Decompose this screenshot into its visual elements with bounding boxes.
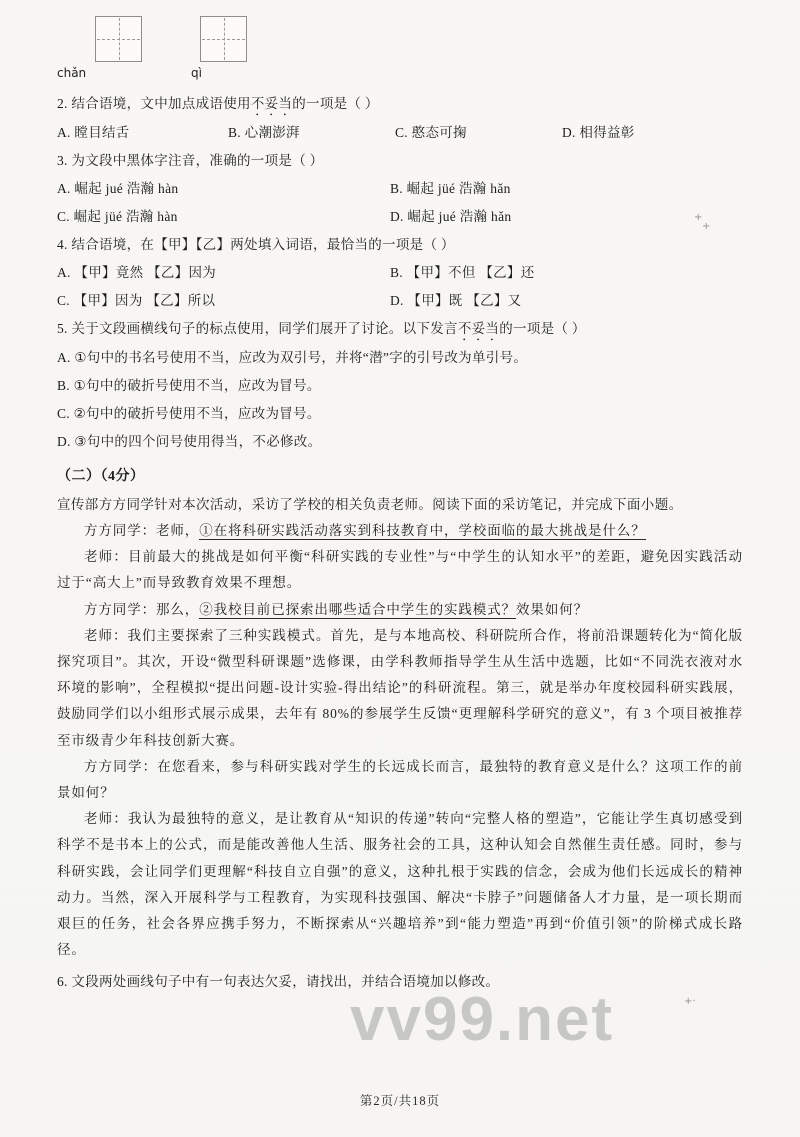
interview-6-lead: 老师：我认为最独特的意义，是让教育从“知识的传递”转向“完整人格的塑造”，它能让学生真切感受到科学不是书本上的公式，而是能改善他人生活、服务社会的工具，这种认知会自然催生责任感。同时，参与科研实践，会让同学们更理解“科技自立自强”的意义，这种扎根于实践的信念，会成为他们长远成长的精神动力。当然，深入开展科学与工程教育，为实现科技强国、解决“卡脖子”问题储备人才力量，是一项长期而艰巨的任务，社会各界应携手努力，不断探索从“兴趣培养”到“能力塑造”再到“价值引领”的阶梯式成长路径。 (57, 811, 743, 958)
question-3-options-row-2 (57, 203, 743, 231)
q4-option-d: D. 【甲】既 【乙】又 (390, 293, 522, 308)
q2-stem-emphasis: 不妥当 (250, 96, 293, 111)
interview-line-3 (57, 597, 743, 623)
interview-line-1 (57, 518, 743, 544)
interview-line-6 (57, 806, 743, 963)
q2-option-a: A. 瞠目结舌 (57, 125, 130, 140)
page-number-footer: 第2页/共18页 (359, 1094, 441, 1108)
scan-artifact-1: + (694, 212, 703, 223)
interview-1-lead: 方方同学：老师， (84, 523, 200, 538)
character-grid-box-qi (200, 16, 247, 62)
q2-stem-post: 的一项是（ ） (292, 96, 379, 111)
question-2-options (57, 119, 743, 147)
question-4-options-row-2 (57, 287, 743, 315)
q2-option-c: C. 憨态可掬 (395, 125, 467, 140)
interview-line-4 (57, 623, 743, 754)
q4-option-b: B. 【甲】不但 【乙】还 (390, 265, 535, 280)
scan-artifact-3: +· (684, 996, 696, 1007)
interview-2-lead: 老师：目前最大的挑战是如何平衡“科研实践的专业性”与“中学生的认知水平”的差距，避免因实践活动过于“高大上”而导致教育效果不理想。 (57, 549, 743, 591)
q5-stem-pre: 5. 关于文段画横线句子的标点使用，同学们展开了讨论。以下发言 (57, 321, 458, 336)
question-4-stem: 4. 结合语境，在【甲】【乙】两处填入词语，最恰当的一项是（ ） (57, 237, 455, 252)
q3-option-d: D. 崛起 jué 浩瀚 hǎn (390, 209, 512, 224)
scan-artifact-2: + (702, 221, 711, 232)
q4-option-c: C. 【甲】因为 【乙】所以 (57, 293, 216, 308)
q5-option-d: D. ③句中的四个问号使用得当，不必修改。 (57, 434, 322, 449)
interview-1-underlined: ①在将科研实践活动落实到科技教育中，学校面临的最大挑战是什么？ (199, 523, 646, 538)
interview-5-lead: 方方同学：在您看来，参与科研实践对学生的长远成长而言，最独特的教育意义是什么？这项工作的前景如何？ (57, 758, 743, 801)
question-4-options-row-1 (57, 259, 743, 287)
section-2-intro: 宣传部方方同学针对本次活动，采访了学校的相关负责老师。阅读下面的采访笔记，并完成下面小题。 (57, 497, 683, 512)
q4-option-a: A. 【甲】竟然 【乙】因为 (57, 265, 217, 280)
q2-option-d: D. 相得益彰 (562, 125, 635, 140)
site-watermark: vv99.net (350, 985, 615, 1054)
question-6-stem: 6. 文段两处画线句子中有一句表达欠妥，请找出，并结合语境加以修改。 (57, 974, 500, 990)
q3-option-a: A. 崛起 jué 浩瀚 hàn (57, 181, 179, 196)
question-3-options-row-1 (57, 175, 743, 203)
q5-option-b: B. ①句中的破折号使用不当，应改为冒号。 (57, 378, 321, 393)
interview-3-underlined: ②我校目前已探索出哪些适合中学生的实践模式？ (199, 601, 517, 617)
q2-stem-pre: 2. 结合语境，文中加点成语使用 (57, 96, 251, 111)
section-2-heading: （二）（4分） (57, 469, 145, 484)
interview-3-tail: 效果如何？ (516, 601, 589, 617)
q5-option-a: A. ①句中的书名号使用不当，应改为双引号，并将“潜”字的引号改为单引号。 (57, 350, 528, 365)
pinyin-label-qi: qì (191, 66, 202, 80)
interview-3-lead: 方方同学：那么， (84, 601, 200, 617)
question-2-stem (57, 90, 743, 119)
q5-option-c: C. ②句中的破折号使用不当，应改为冒号。 (57, 406, 321, 421)
q2-option-b: B. 心潮澎湃 (228, 125, 300, 140)
q3-option-c: C. 崛起 jüé 浩瀚 hàn (57, 209, 178, 224)
interview-line-2 (57, 544, 743, 596)
q5-stem-emphasis: 不妥当 (457, 321, 500, 336)
question-5-stem (57, 315, 743, 344)
q5-stem-post: 的一项是（ ） (499, 321, 586, 336)
character-grid-row (57, 16, 743, 90)
question-3-stem: 3. 为文段中黑体字注音，准确的一项是（ ） (57, 153, 324, 168)
pinyin-label-chan: chǎn (57, 66, 87, 80)
q3-option-b: B. 崛起 jüé 浩瀚 hǎn (390, 181, 511, 196)
character-grid-box-chan (95, 16, 142, 62)
interview-4-lead: 老师：我们主要探索了三种实践模式。首先，是与本地高校、科研院所合作，将前沿课题转化为“简化版探究项目”。其次，开设“微型科研课题”选修课，由学科教师指导学生从生活中选题，比如“不同洗衣液对水环境的影响”，全程模拟“提出问题-设计实验-得出结论”的科研流程。第三，就是举办年度校园科研实践展，鼓励同学们以小组形式展示成果，去年有 80%的参展学生反馈“更理解科学研究的意义”，有 3 个项目被推荐至市级青少年科技创新大赛。 (57, 627, 743, 748)
interview-line-5 (57, 754, 743, 806)
